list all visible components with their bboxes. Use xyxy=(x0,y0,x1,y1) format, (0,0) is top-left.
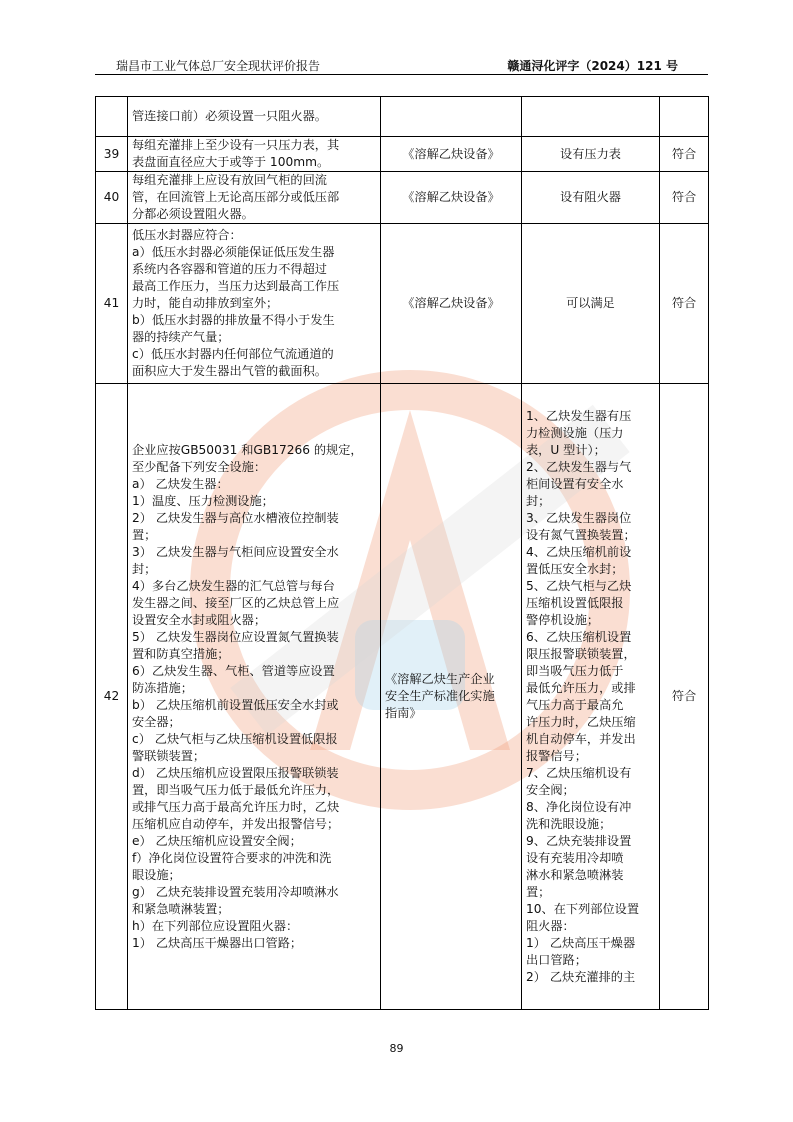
table-row xyxy=(96,137,709,172)
requirement-cell-line: 置，即当吸气压力低于最低允许压力， xyxy=(132,782,340,797)
conclusion-cell xyxy=(660,97,709,137)
result-cell-line: 表，U 型计）； xyxy=(526,442,606,457)
requirement-cell xyxy=(128,224,381,384)
requirement-cell xyxy=(128,172,381,224)
standard-cell-line: 《溶解乙炔生产企业 xyxy=(385,672,495,686)
requirement-cell-line: 警联锁装置； xyxy=(132,748,206,763)
requirement-cell-line: b）低压水封器的排放量不得小于发生 xyxy=(132,313,335,327)
requirement-cell-line: 分都必须设置阻火器。 xyxy=(132,207,254,221)
requirement-cell-line: f）净化岗位设置符合要求的冲洗和洗 xyxy=(132,850,332,865)
requirement-cell-line: 3） 乙炔发生器与气柜间应设置安全水 xyxy=(132,544,339,559)
requirement-cell-line: 管，在回流管上无论高压部分或低压部 xyxy=(132,190,340,204)
header-divider xyxy=(95,74,708,75)
result-cell xyxy=(522,172,660,224)
result-cell-line: 置低压安全水封； xyxy=(526,561,624,576)
result-cell-line: 可以满足 xyxy=(566,296,615,310)
result-cell-line: 6、乙炔压缩机设置 xyxy=(526,629,632,644)
requirement-cell-line: 压缩机应自动停车，并发出报警信号； xyxy=(132,816,340,831)
requirement-cell-line: g） 乙炔充装排设置充装用冷却喷淋水 xyxy=(132,884,339,899)
result-cell-line: 2） 乙炔充灌排的主 xyxy=(526,969,636,984)
result-cell-line: 4、乙炔压缩机前设 xyxy=(526,544,632,559)
result-cell xyxy=(522,224,660,384)
table-row xyxy=(96,172,709,224)
result-cell-line: 10、在下列部位设置 xyxy=(526,901,640,916)
result-cell-line: 出口管路； xyxy=(526,952,587,967)
page-number: 89 xyxy=(389,1042,404,1055)
requirement-cell-line: 置； xyxy=(132,527,157,542)
requirement-cell-line: a） 乙炔发生器： xyxy=(132,476,229,491)
requirement-cell-line: 发生器之间、接至厂区的乙炔总管上应 xyxy=(132,595,340,610)
requirement-cell-line: 防冻措施； xyxy=(132,680,193,695)
requirement-cell-line: 置和防真空措施； xyxy=(132,646,230,661)
standard-cell-line: 指南》 xyxy=(385,706,422,720)
standard-cell xyxy=(381,172,522,224)
requirement-cell-line: 安全器； xyxy=(132,714,181,729)
result-cell-line: 9、乙炔充装排设置 xyxy=(526,833,632,848)
requirement-cell-line: 设置安全水封或阻火器； xyxy=(132,612,267,627)
standard-cell-line: 《溶解乙炔设备》 xyxy=(402,296,500,310)
result-cell-line: 封； xyxy=(526,493,551,508)
requirement-cell-line: 系统内各容器和管道的压力不得超过 xyxy=(132,262,327,276)
standard-cell-line: 安全生产标准化实施 xyxy=(385,689,495,703)
result-cell xyxy=(522,137,660,172)
standard-cell-line: 《溶解乙炔设备》 xyxy=(402,146,500,161)
requirement-cell-line: b） 乙炔压缩机前设置低压安全水封或 xyxy=(132,697,339,712)
requirement-cell-line: 力时，能自动排放到室外； xyxy=(132,296,279,310)
conclusion-cell: 符合 xyxy=(660,137,709,172)
standard-cell-line: 《溶解乙炔设备》 xyxy=(402,190,500,204)
requirement-cell-line: 4）多台乙炔发生器的汇气总管与每台 xyxy=(132,578,335,593)
requirement-cell-line: 至少配备下列安全设施： xyxy=(132,459,267,474)
conclusion-cell: 符合 xyxy=(660,224,709,384)
result-cell-line: 最低允许压力，或排 xyxy=(526,680,636,695)
requirement-cell-line: 最高工作压力，当压力达到最高工作压 xyxy=(132,279,340,293)
requirement-cell-line: h）在下列部位应设置阻火器： xyxy=(132,918,299,933)
requirement-cell-line: d） 乙炔压缩机应设置限压报警联锁装 xyxy=(132,765,339,780)
requirement-cell-line: 企业应按GB50031 和GB17266 的规定， xyxy=(132,442,363,457)
requirement-cell-line: c）低压水封器内任何部位气流通道的 xyxy=(132,347,334,361)
result-cell-line: 限压报警联锁装置， xyxy=(526,646,636,661)
conclusion-cell: 符合 xyxy=(660,172,709,224)
standard-cell xyxy=(381,384,522,1010)
requirement-cell-line: 器的持续产气量； xyxy=(132,330,230,344)
row-number: 41 xyxy=(96,224,128,384)
row-number: 40 xyxy=(96,172,128,224)
row-number: 42 xyxy=(96,384,128,1010)
standard-cell xyxy=(381,137,522,172)
table-row xyxy=(96,97,709,137)
result-cell-line: 设有氮气置换装置； xyxy=(526,527,636,542)
requirement-cell-line: 2） 乙炔发生器与高位水槽液位控制装 xyxy=(132,510,339,525)
result-cell-line: 阻火器： xyxy=(526,918,575,933)
table-row xyxy=(96,384,709,1010)
requirement-cell-line: 6）乙炔发生器、气柜、管道等应设置 xyxy=(132,663,335,678)
result-cell xyxy=(522,384,660,1010)
result-cell-line: 7、乙炔压缩机设有 xyxy=(526,765,632,780)
requirement-cell-line: 封； xyxy=(132,561,157,576)
row-number: 39 xyxy=(96,137,128,172)
requirement-cell-line: 1）温度、压力检测设施； xyxy=(132,493,274,508)
result-cell-line: 设有充装用冷却喷 xyxy=(526,850,624,865)
result-cell-line: 力检测设施（压力 xyxy=(526,425,624,440)
result-cell-line: 1、乙炔发生器有压 xyxy=(526,408,632,423)
row-number xyxy=(96,97,128,137)
requirement-cell-line: 低压水封器应符合： xyxy=(132,228,242,242)
conclusion-cell: 符合 xyxy=(660,384,709,1010)
requirement-cell xyxy=(128,97,381,137)
result-cell-line: 洗和洗眼设施； xyxy=(526,816,612,831)
result-cell-line: 报警信号； xyxy=(526,748,587,763)
requirement-cell-line: 和紧急喷淋装置； xyxy=(132,901,230,916)
result-cell-line: 警停机设施； xyxy=(526,612,600,627)
result-cell-line: 压缩机设置低限报 xyxy=(526,595,624,610)
requirement-cell-line: 5） 乙炔发生器岗位应设置氮气置换装 xyxy=(132,629,339,644)
result-cell-line: 柜间设置有安全水 xyxy=(526,476,624,491)
result-cell-line: 8、净化岗位设有冲 xyxy=(526,799,632,814)
evaluation-table-body xyxy=(96,97,709,1010)
result-cell-line: 1） 乙炔高压干燥器 xyxy=(526,935,636,950)
result-cell-line: 淋水和紧急喷淋装 xyxy=(526,867,624,882)
requirement-cell-line: 1） 乙炔高压干燥器出口管路； xyxy=(132,935,303,950)
evaluation-table xyxy=(95,96,709,1010)
requirement-cell-line: 管连接口前）必须设置一只阻火器。 xyxy=(132,109,327,123)
result-cell-line: 2、乙炔发生器与气 xyxy=(526,459,632,474)
result-cell-line: 即当吸气压力低于 xyxy=(526,663,624,678)
requirement-cell-line: 眼设施； xyxy=(132,867,181,882)
requirement-cell xyxy=(128,137,381,172)
requirement-cell xyxy=(128,384,381,1010)
result-cell-line: 设有阻火器 xyxy=(560,190,621,204)
result-cell xyxy=(522,97,660,137)
report-number: 赣通浔化评字（2024）121 号 xyxy=(507,59,678,73)
result-cell-line: 许压力时，乙炔压缩 xyxy=(526,714,636,729)
result-cell-line: 置； xyxy=(526,884,551,899)
requirement-cell-line: c） 乙炔气柜与乙炔压缩机设置低限报 xyxy=(132,731,338,746)
result-cell-line: 气压力高于最高允 xyxy=(526,697,624,712)
requirement-cell-line: e） 乙炔压缩机应设置安全阀； xyxy=(132,833,302,848)
table-row xyxy=(96,224,709,384)
result-cell-line: 3、乙炔发生器岗位 xyxy=(526,510,632,525)
result-cell-line: 设有压力表 xyxy=(560,146,621,161)
result-cell-line: 安全阀； xyxy=(526,782,575,797)
result-cell-line: 5、乙炔气柜与乙炔 xyxy=(526,578,632,593)
requirement-cell-line: 表盘面直径应大于或等于 100mm。 xyxy=(132,155,330,169)
requirement-cell-line: 或排气压力高于最高允许压力时，乙炔 xyxy=(132,799,340,814)
requirement-cell-line: a）低压水封器必须能保证低压发生器 xyxy=(132,245,335,259)
requirement-cell-line: 每组充灌排上至少设有一只压力表，其 xyxy=(132,138,340,152)
result-cell-line: 机自动停车，并发出 xyxy=(526,731,636,746)
requirement-cell-line: 每组充灌排上应设有放回气柜的回流 xyxy=(132,173,327,187)
report-title: 瑞昌市工业气体总厂安全现状评价报告 xyxy=(116,59,321,73)
standard-cell xyxy=(381,97,522,137)
requirement-cell-line: 面积应大于发生器出气管的截面积。 xyxy=(132,364,327,378)
standard-cell xyxy=(381,224,522,384)
